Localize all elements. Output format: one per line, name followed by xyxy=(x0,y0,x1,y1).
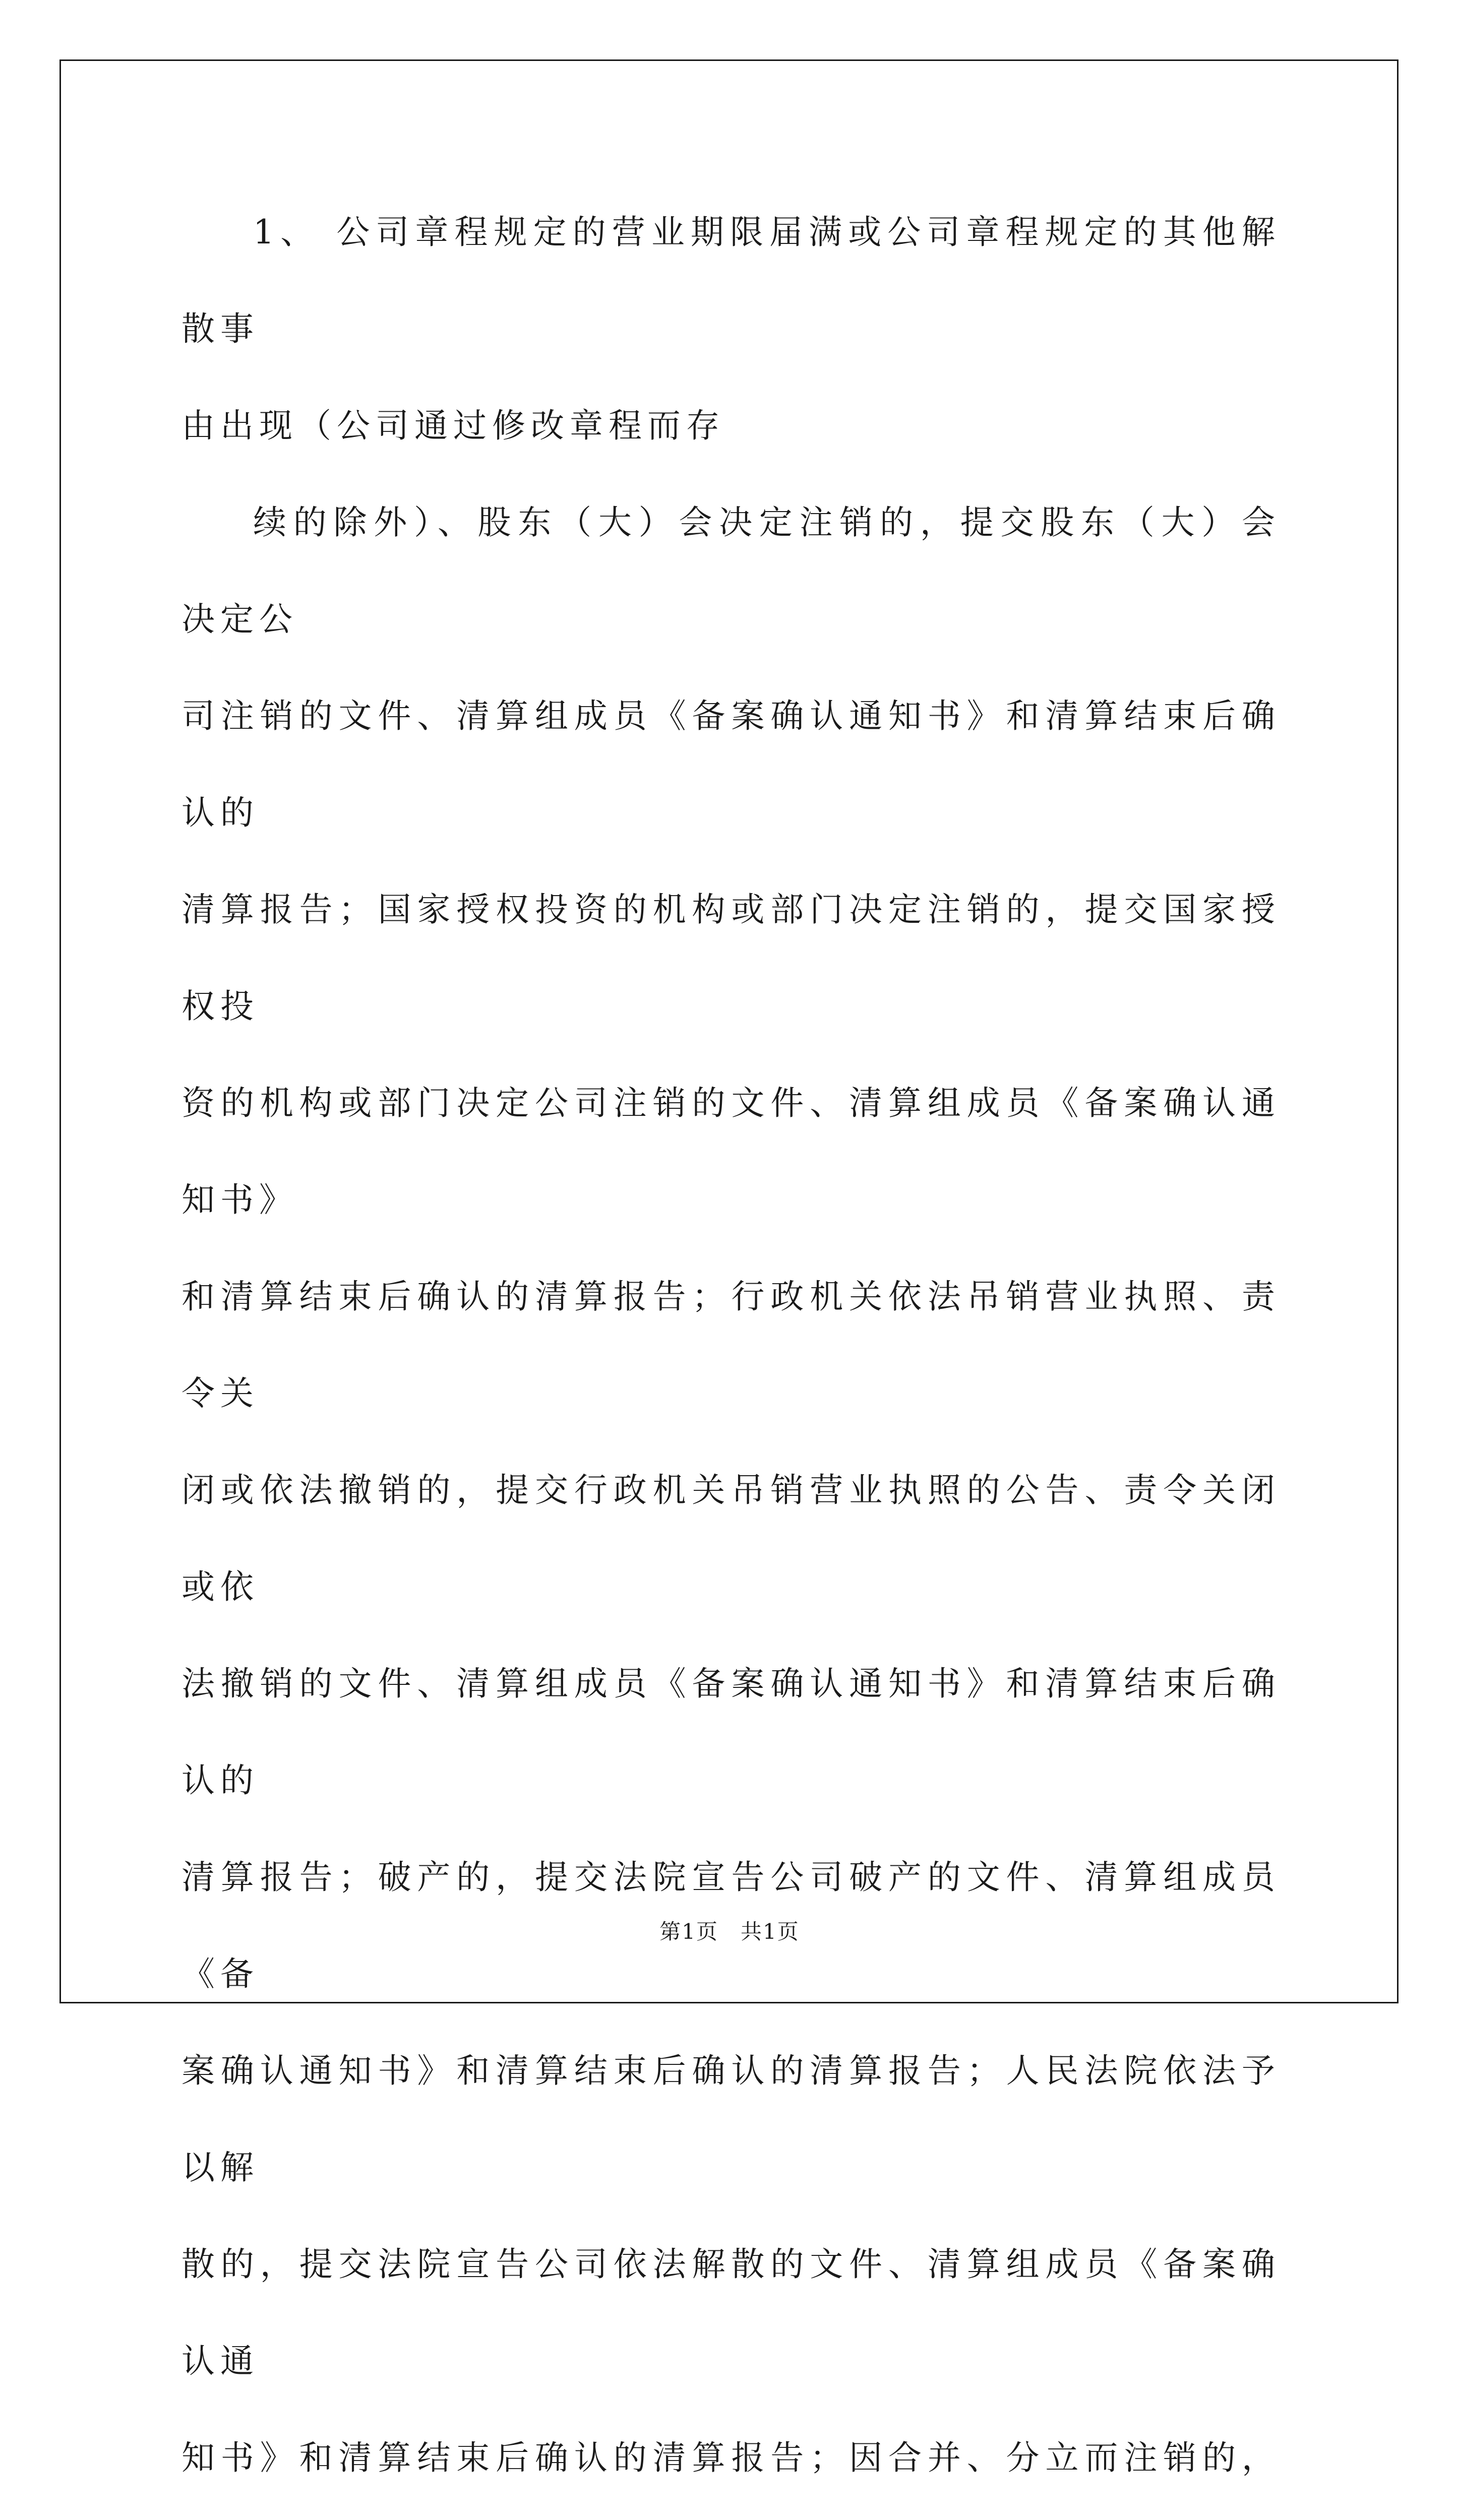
text-line: 清算报告；破产的，提交法院宣告公司破产的文件、清算组成员《备 xyxy=(181,1858,1281,1993)
text-line: 续的除外）、股东（大）会决定注销的，提交股东（大）会决定公 xyxy=(181,503,1281,639)
text-line: 散的，提交法院宣告公司依法解散的文件、清算组成员《备案确认通 xyxy=(181,2245,1281,2380)
text-line: 清算报告；国家授权投资的机构或部门决定注销的，提交国家授权投 xyxy=(181,890,1281,1026)
paragraph-1 xyxy=(181,184,1281,474)
text-line: 闭或依法撤销的，提交行政机关吊销营业执照的公告、责令关闭或依 xyxy=(181,1471,1281,1606)
text-line: 司注销的文件、清算组成员《备案确认通知书》和清算结束后确认的 xyxy=(181,697,1281,832)
document-body xyxy=(181,184,1281,2520)
text-line: 由出现（公司通过修改章程而存 xyxy=(181,406,725,445)
text-line: 案确认通知书》和清算结束后确认的清算报告；人民法院依法予以解 xyxy=(181,2051,1281,2187)
text-line: 知书》和清算结束后确认的清算报告；因合并、分立而注销的， xyxy=(181,2438,1281,2477)
text-line: 1、 公司章程规定的营业期限届满或公司章程规定的其他解散事 xyxy=(181,213,1281,348)
page-number-footer: 第1页 共1页 xyxy=(659,1919,800,1944)
paragraph-2 xyxy=(181,474,1281,2520)
text-line: 法撤销的文件、清算组成员《备案确认通知书》和清算结束后确认的 xyxy=(181,1664,1281,1800)
text-line: 资的机构或部门决定公司注销的文件、清算组成员《备案确认通知书》 xyxy=(181,1084,1281,1219)
text-line: 和清算结束后确认的清算报告；行政机关依法吊销营业执照、责令关 xyxy=(181,1277,1281,1413)
